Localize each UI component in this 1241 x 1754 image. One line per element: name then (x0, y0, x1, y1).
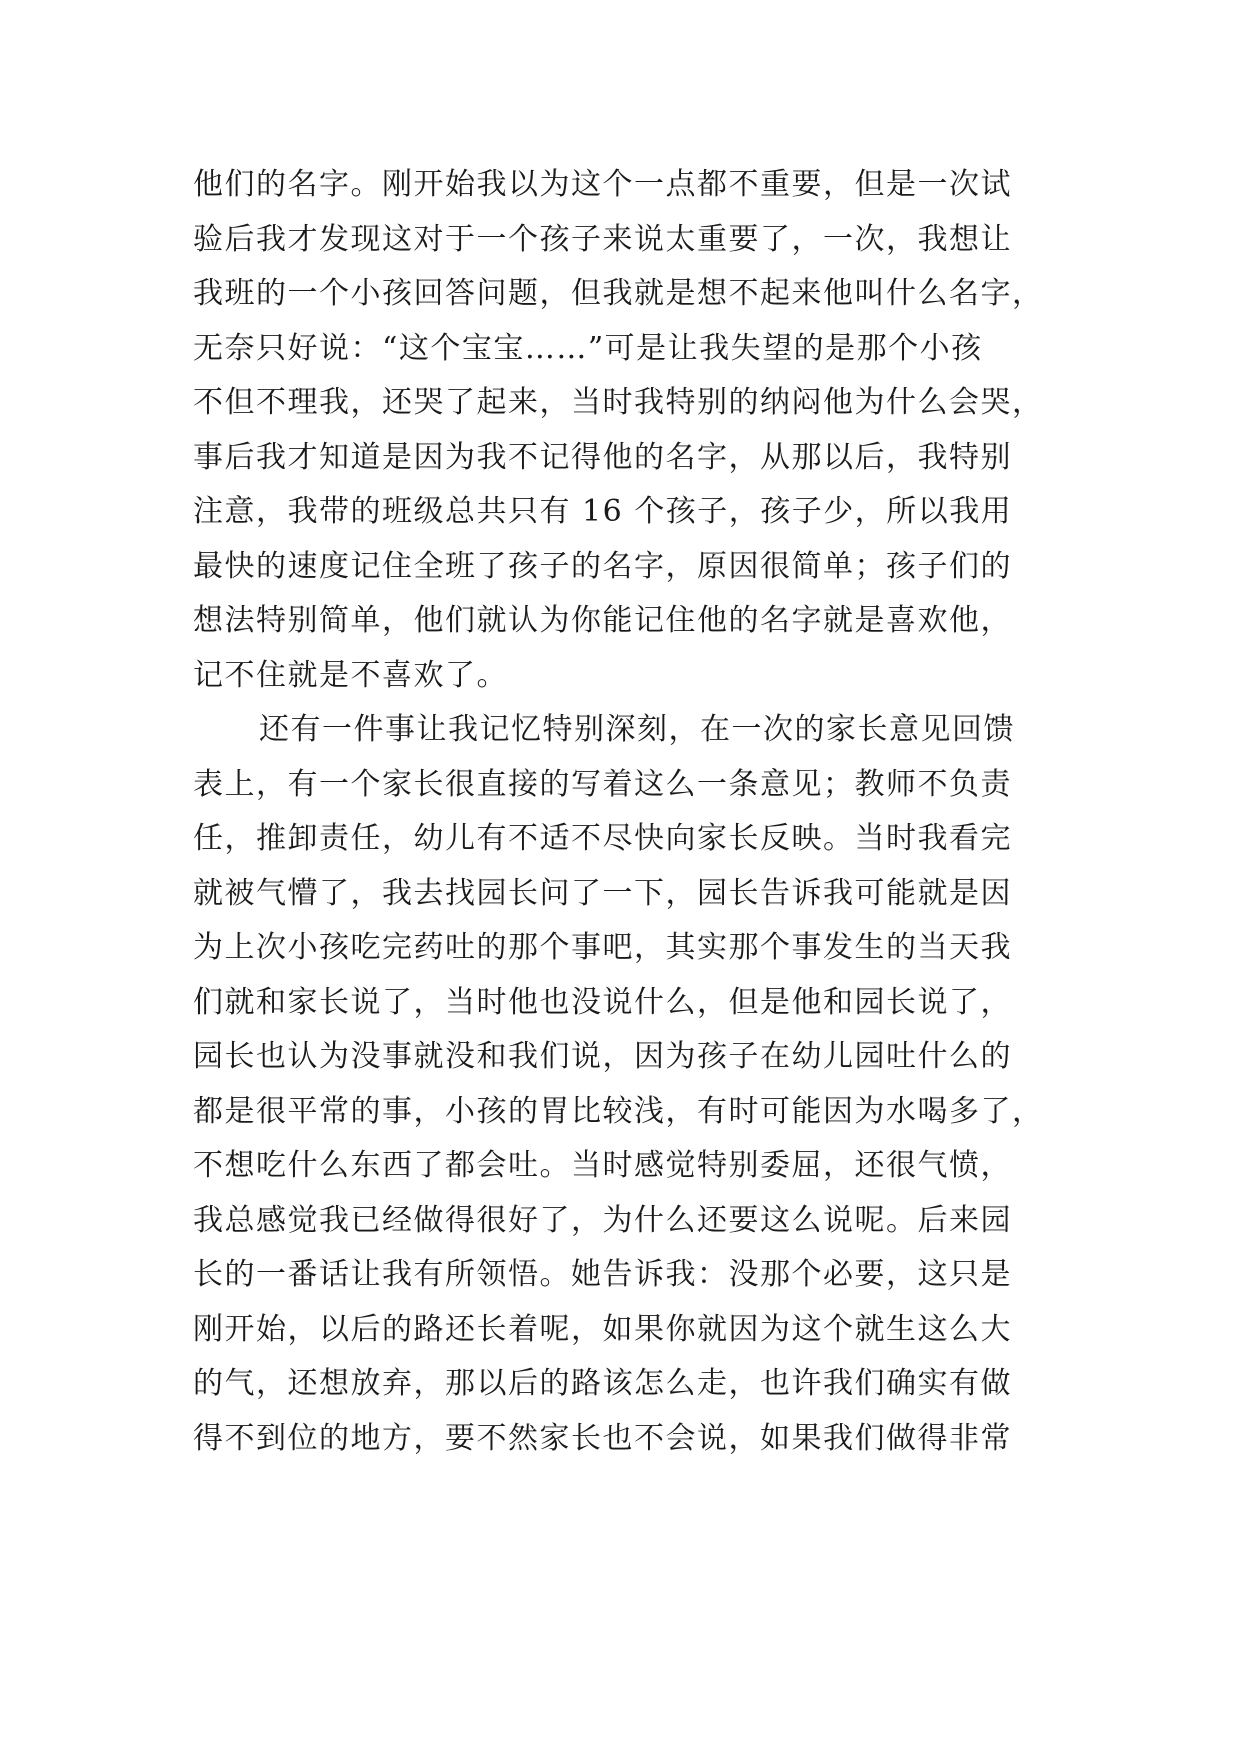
text-line: 不想吃什么东西了都会吐。当时感觉特别委屈，还很气愤， (193, 1148, 1012, 1183)
text-line: 不但不理我，还哭了起来，当时我特别的纳闷他为什么会哭， (193, 385, 1044, 420)
text-line: 想法特别简单，他们就认为你能记住他的名字就是喜欢他， (193, 603, 1012, 638)
text-line: 为上次小孩吃完药吐的那个事吧，其实那个事发生的当天我 (193, 930, 1012, 965)
text-line: 都是很平常的事，小孩的胃比较浅，有时可能因为水喝多了， (193, 1093, 1044, 1129)
paragraph-start-line: 还有一件事让我记忆特别深刻，在一次的家长意见回馈 (259, 712, 1015, 747)
text-line: 任，推卸责任，幼儿有不适不尽快向家长反映。当时我看完 (193, 821, 1012, 856)
text-line: 园长也认为没事就没和我们说，因为孩子在幼儿园吐什么的 (193, 1039, 1012, 1074)
text-line: 就被气懵了，我去找园长问了一下，园长告诉我可能就是因 (193, 875, 1012, 911)
text-line: 我总感觉我已经做得很好了，为什么还要这么说呢。后来园 (193, 1202, 1012, 1238)
text-line: 得不到位的地方，要不然家长也不会说，如果我们做得非常 (193, 1420, 1012, 1456)
text-line: 他们的名字。刚开始我以为这个一点都不重要，但是一次试 (193, 167, 1012, 202)
text-line: 我班的一个小孩回答问题，但我就是想不起来他叫什么名字， (193, 276, 1044, 311)
text-line: 记不住就是不喜欢了。 (193, 657, 508, 693)
text-line: 们就和家长说了，当时他也没说什么，但是他和园长说了， (193, 984, 1012, 1020)
text-line: 刚开始，以后的路还长着呢，如果你就因为这个就生这么大 (193, 1311, 1012, 1347)
text-line: 长的一番话让我有所领悟。她告诉我：没那个必要，这只是 (193, 1257, 1012, 1292)
text-line: 的气，还想放弃，那以后的路该怎么走，也许我们确实有做 (193, 1366, 1012, 1401)
text-line: 无奈只好说：“这个宝宝……”可是让我失望的是那个小孩 (193, 330, 983, 366)
text-line: 最快的速度记住全班了孩子的名字，原因很简单；孩子们的 (193, 548, 1012, 584)
text-line: 注意，我带的班级总共只有 16 个孩子，孩子少，所以我用 (193, 494, 1013, 529)
document-body (193, 158, 1065, 1466)
text-line: 表上，有一个家长很直接的写着这么一条意见；教师不负责 (193, 766, 1012, 802)
text-line: 验后我才发现这对于一个孩子来说太重要了，一次，我想让 (193, 221, 1012, 257)
text-line: 事后我才知道是因为我不记得他的名字，从那以后，我特别 (193, 439, 1012, 475)
